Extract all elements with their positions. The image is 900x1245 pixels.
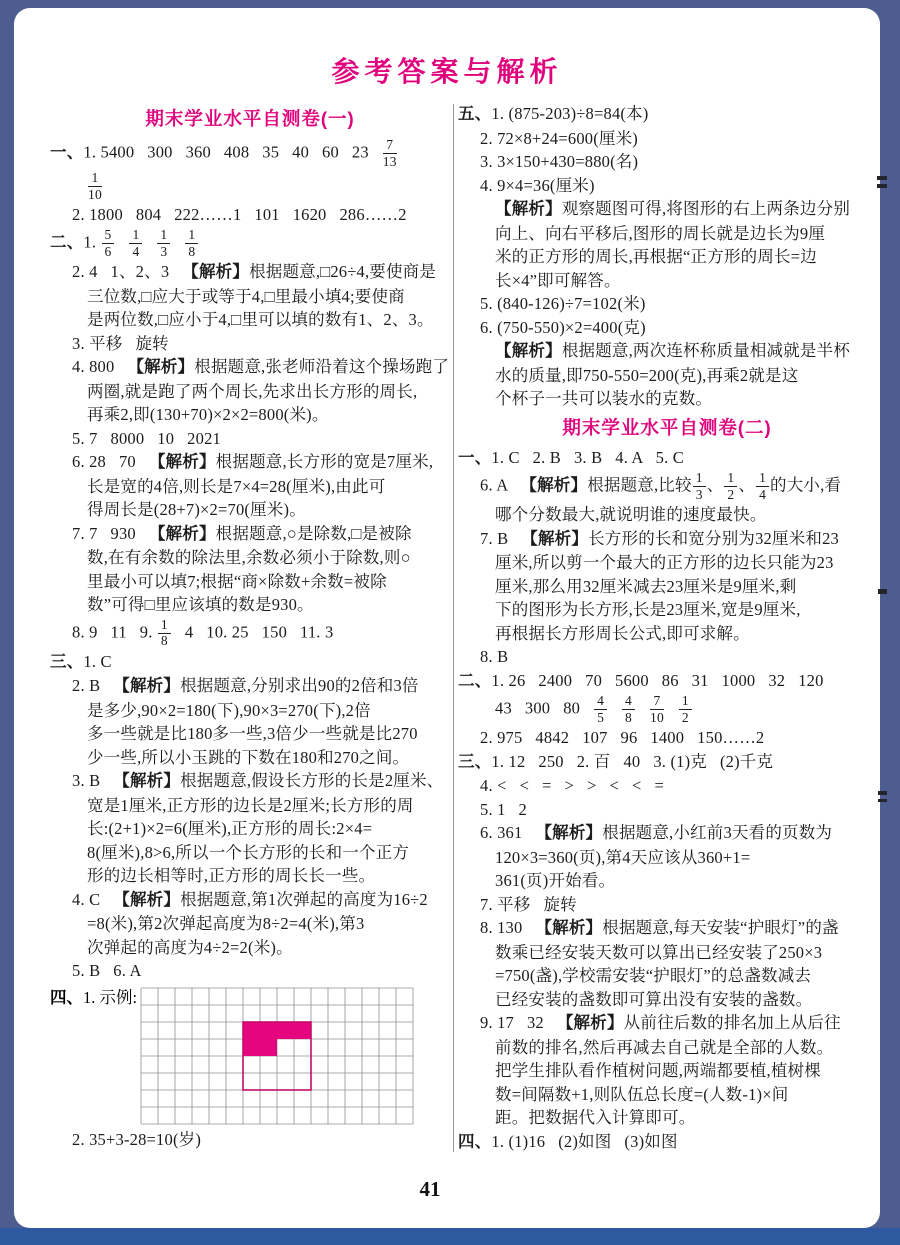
text-line: 4. 9×4=36(厘米) bbox=[480, 175, 595, 195]
text-line: 2. 35+3-28=10(岁) bbox=[72, 1129, 202, 1149]
columns-container bbox=[14, 102, 880, 1154]
text-line: 三、1. C bbox=[50, 651, 112, 671]
page-title: 参考答案与解析 bbox=[331, 56, 563, 87]
section-marker: 二、 bbox=[458, 671, 492, 690]
text-line: 次弹起的高度为4÷2=2(米)。 bbox=[87, 937, 293, 957]
text-line: 一、1. 5400 300 360 408 35 40 60 23 $\frac{7}{13}$ bbox=[50, 137, 397, 169]
section-marker: 一、 bbox=[458, 448, 492, 467]
print-artifact bbox=[877, 184, 887, 188]
fraction: $\frac{4}{8}$ bbox=[621, 693, 636, 726]
text-line: 4. 800 【解析】根据题意,张老师沿着这个操场跑了 bbox=[72, 357, 450, 377]
print-artifact bbox=[877, 176, 887, 180]
page-number: 41 bbox=[419, 1177, 441, 1201]
text-line: 4. < < = > > < < = bbox=[480, 776, 664, 796]
page-card bbox=[14, 8, 880, 1228]
section-marker: 一、 bbox=[50, 143, 84, 162]
text-line: 两圈,就是跑了两个周长,先求出长方形的周长, bbox=[87, 381, 418, 401]
text-line: 3. 3×150+430=880(名) bbox=[480, 152, 639, 171]
section-header: 期末学业水平自测卷(二) bbox=[562, 416, 772, 438]
text-line: 四、1. (1)16 (2)如图 (3)如图 bbox=[458, 1131, 678, 1151]
text-line: 5. (840-126)÷7=102(米) bbox=[480, 294, 646, 313]
text-line: 下的图形为长方形,长是23厘米,宽是9厘米, bbox=[495, 600, 801, 620]
analysis-label: 【解析】 bbox=[521, 529, 589, 548]
footer-bar bbox=[0, 1228, 900, 1245]
text-line: 7. B 【解析】长方形的长和宽分别为32厘米和23 bbox=[480, 528, 839, 548]
text-line: 里最小可以填7;根据“商×除数+余数=被除 bbox=[87, 571, 387, 591]
section-marker: 四、 bbox=[50, 988, 83, 1007]
text-line: 三、1. 12 250 2. 百 40 3. (1)克 (2)千克 bbox=[458, 751, 774, 771]
fraction: $\frac{1}{3}$ bbox=[692, 470, 707, 503]
fraction: $\frac{7}{13}$ bbox=[382, 137, 397, 169]
text-line: =750(盏),学校需安装“护眼灯”的总盏数减去 bbox=[495, 966, 812, 986]
analysis-label: 【解析】 bbox=[182, 263, 250, 282]
text-line: 向上、向右平移后,图形的周长就是边长为9厘 bbox=[495, 223, 826, 243]
text-line: 已经安装的盏数即可算出没有安装的盏数。 bbox=[495, 989, 813, 1009]
section-header: 期末学业水平自测卷(一) bbox=[145, 108, 355, 129]
text-line: 8(厘米),8>6,所以一个长方形的长和一个正方 bbox=[87, 842, 410, 862]
text-line: 宽是1厘米,正方形的边长是2厘米;长方形的周 bbox=[87, 795, 414, 815]
section-marker: 二、 bbox=[50, 233, 84, 252]
text-line: 7. 平移 旋转 bbox=[480, 894, 577, 914]
text-line: 6. A 【解析】根据题意,比较 $\frac{1}{3}$ 、 $\frac{1}{2}$ 、 $\frac{1}{4}$ 的大小,看 bbox=[480, 470, 842, 502]
grid-figure bbox=[140, 987, 414, 1125]
text-line: 形的边长相等时,正方形的周长长一些。 bbox=[87, 866, 376, 886]
analysis-label: 【解析】 bbox=[520, 476, 588, 495]
text-line: 少一些,所以小玉跳的下数在180和270之间。 bbox=[87, 747, 410, 767]
text-line: 6. 361 【解析】根据题意,小红前3天看的页数为 bbox=[480, 823, 833, 843]
text-line: 43 300 80 $\frac{4}{5}$ $\frac{4}{8}$ $\frac{7}{10}$ $\frac{1}{2}$ bbox=[458, 693, 876, 726]
text-line: =8(米),第2次弹起高度为8÷2=4(米),第3 bbox=[87, 914, 365, 934]
text-line: 2. 975 4842 107 96 1400 150……2 bbox=[480, 728, 765, 748]
text-line: 【解析】根据题意,两次连杯称质量相减就是半杯 bbox=[495, 341, 851, 360]
text-line: 一、1. C 2. B 3. B 4. A 5. C bbox=[458, 447, 684, 467]
analysis-label: 【解析】 bbox=[148, 453, 216, 472]
text-line bbox=[50, 170, 450, 203]
filled-cell bbox=[243, 1022, 260, 1039]
text-line: 数”可得□里应该填的数是930。 bbox=[87, 595, 314, 615]
text-line: 数=间隔数+1,则队伍总长度=(人数-1)×间 bbox=[495, 1084, 789, 1104]
analysis-label: 【解析】 bbox=[535, 824, 603, 843]
text-line: 是两位数,□应小于4,□里可以填的数有1、2、3。 bbox=[87, 310, 434, 330]
text-line: 361(页)开始看。 bbox=[495, 871, 616, 891]
text-line: 厘米,所以剪一个最大的正方形的边长只能为23 bbox=[495, 553, 834, 573]
text-line: 米的正方形的周长,再根据“正方形的周长=边 bbox=[495, 247, 817, 266]
text-line: 再乘2,即(130+70)×2×2=800(米)。 bbox=[87, 405, 329, 425]
analysis-label: 【解析】 bbox=[495, 342, 562, 360]
fraction: $\frac{1}{2}$ bbox=[723, 470, 738, 503]
text-line: 2. 72×8+24=600(厘米) bbox=[480, 128, 639, 148]
text-line: 三位数,□应大于或等于4,□里最小填4;要使商 bbox=[87, 286, 405, 306]
text-line: 120×3=360(页),第4天应该从360+1= bbox=[495, 847, 751, 867]
text-line: 2. B 【解析】根据题意,分别求出90的2倍和3倍 bbox=[72, 676, 419, 696]
analysis-label: 【解析】 bbox=[535, 919, 603, 938]
filled-cell bbox=[260, 1039, 277, 1056]
analysis-label: 【解析】 bbox=[113, 890, 181, 909]
text-line: 二、1. 26 2400 70 5600 86 31 1000 32 120 bbox=[458, 670, 824, 690]
section-marker: 四、 bbox=[458, 1132, 492, 1151]
text-line: 4. C 【解析】根据题意,第1次弹起的高度为16÷2 bbox=[72, 889, 428, 909]
figure-label: 四、1. 示例: bbox=[50, 987, 138, 1007]
text-line: 5. B 6. A bbox=[72, 961, 142, 981]
print-artifact bbox=[878, 589, 887, 594]
left-column bbox=[50, 102, 450, 1154]
text-line: 【解析】观察题图可得,将图形的右上两条边分别 bbox=[495, 199, 851, 218]
section-marker: 三、 bbox=[458, 752, 492, 771]
text-line: 8. 9 11 9. $\frac{1}{8}$ 4 10. 25 150 11. 3 bbox=[72, 616, 334, 649]
text-line: 5. 1 2 bbox=[480, 799, 527, 819]
analysis-label: 【解析】 bbox=[495, 200, 562, 218]
text-line: 长:(2+1)×2=6(厘米),正方形的周长:2×4= bbox=[87, 819, 373, 839]
analysis-label: 【解析】 bbox=[113, 677, 181, 696]
text-line: 距。把数据代入计算即可。 bbox=[495, 1108, 696, 1128]
text-line: 7. 7 930 【解析】根据题意,○是除数,□是被除 bbox=[72, 523, 412, 543]
fraction: $\frac{1}{10}$ bbox=[88, 170, 102, 202]
analysis-label: 【解析】 bbox=[556, 1014, 624, 1033]
text-line: 五、1. (875-203)÷8=84(本) bbox=[458, 104, 649, 123]
text-line: 8. B bbox=[480, 647, 509, 667]
text-line: 多一些就是比180多一些,3倍少一些就是比270 bbox=[87, 724, 418, 744]
fraction: $\frac{4}{5}$ bbox=[593, 693, 608, 726]
text-line: 水的质量,即750-550=200(克),再乘2就是这 bbox=[495, 365, 799, 385]
text-line: 个杯子一共可以装水的克数。 bbox=[495, 389, 713, 408]
filled-cell bbox=[243, 1039, 260, 1056]
text-line: 数乘已经安装天数可以算出已经安装了250×3 bbox=[495, 942, 823, 962]
text-line: 8. 130 【解析】根据题意,每天安装“护眼灯”的盏 bbox=[480, 918, 839, 938]
text-line: 6. (750-550)×2=400(克) bbox=[480, 317, 646, 337]
filled-cell bbox=[260, 1022, 277, 1039]
text-line: 哪个分数最大,就说明谁的速度最快。 bbox=[495, 505, 767, 525]
print-artifact bbox=[878, 791, 887, 795]
text-line: 长×4”即可解答。 bbox=[495, 270, 621, 290]
text-line: 9. 17 32 【解析】从前往后数的排名加上从后往 bbox=[480, 1013, 841, 1033]
text-line: 长是宽的4倍,则长是7×4=28(厘米),由此可 bbox=[87, 476, 386, 496]
fraction: $\frac{1}{4}$ bbox=[755, 470, 770, 503]
text-line: 再根据长方形周长公式,即可求解。 bbox=[495, 623, 750, 643]
text-line: 厘米,那么用32厘米减去23厘米是9厘米,剩 bbox=[495, 576, 797, 596]
column-divider bbox=[453, 104, 454, 1152]
filled-cell bbox=[277, 1022, 294, 1039]
analysis-label: 【解析】 bbox=[127, 358, 195, 377]
analysis-label: 【解析】 bbox=[113, 772, 181, 791]
fraction: $\frac{7}{10}$ bbox=[649, 693, 664, 725]
fraction: $\frac{1}{8}$ bbox=[157, 617, 172, 650]
text-line: 得周长是(28+7)×2=70(厘米)。 bbox=[87, 500, 306, 520]
text-line: 5. 7 8000 10 2021 bbox=[72, 428, 221, 448]
right-column bbox=[458, 102, 876, 1154]
text-line: 2. 1800 804 222……1 101 1620 286……2 bbox=[72, 205, 407, 225]
fraction: $\frac{5}{6}$ bbox=[101, 227, 116, 260]
text-line: 二、1. $\frac{5}{6}$ $\frac{1}{4}$ $\frac{1}{3}$ $\frac{1}{8}$ bbox=[50, 227, 450, 260]
fraction: $\frac{1}{3}$ bbox=[156, 227, 171, 260]
text-line: 是多少,90×2=180(下),90×3=270(下),2倍 bbox=[87, 700, 371, 720]
print-artifact bbox=[878, 799, 887, 802]
section-marker: 五、 bbox=[458, 105, 492, 123]
analysis-label: 【解析】 bbox=[148, 524, 216, 543]
text-line: 数,在有余数的除法里,余数必须小于除数,则○ bbox=[87, 548, 411, 568]
text-line: 把学生排队看作植树问题,两端都要植,植树棵 bbox=[495, 1061, 821, 1081]
figure-row bbox=[50, 986, 450, 1125]
section-marker: 三、 bbox=[50, 652, 84, 671]
fraction: $\frac{1}{8}$ bbox=[184, 227, 199, 260]
filled-cell bbox=[294, 1022, 311, 1039]
fraction: $\frac{1}{4}$ bbox=[128, 227, 143, 260]
fraction: $\frac{1}{2}$ bbox=[678, 693, 693, 726]
text-line: 3. B 【解析】根据题意,假设长方形的长是2厘米、 bbox=[72, 771, 444, 791]
text-line: 2. 4 1、2、3 【解析】根据题意,□26÷4,要使商是 bbox=[72, 262, 437, 282]
text-line: 6. 28 70 【解析】根据题意,长方形的宽是7厘米, bbox=[72, 452, 434, 472]
text-line: 前数的排名,然后再减去自己就是全部的人数。 bbox=[495, 1037, 834, 1057]
text-line: 3. 平移 旋转 bbox=[72, 333, 169, 353]
